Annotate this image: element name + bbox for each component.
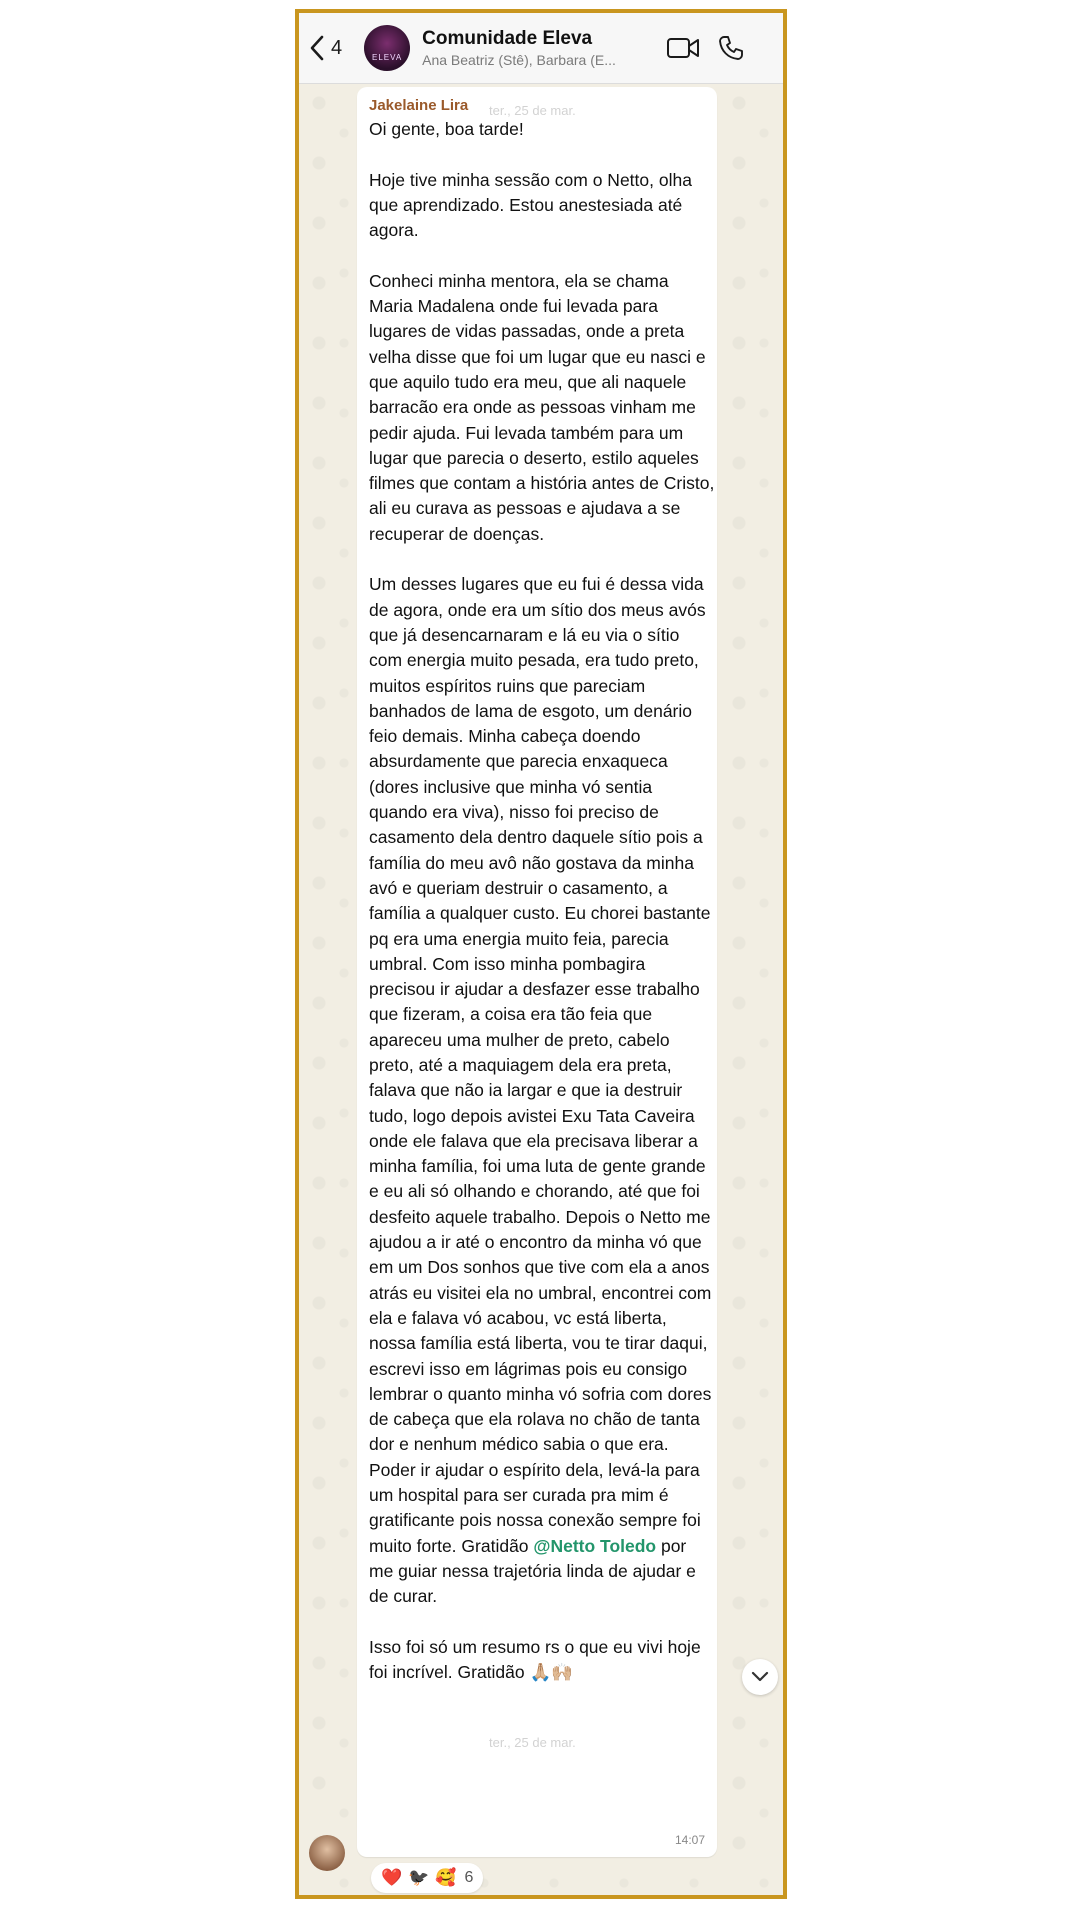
group-title: Comunidade Eleva xyxy=(422,28,593,49)
heart-reaction: ❤️ xyxy=(381,1868,403,1887)
sender-avatar[interactable] xyxy=(309,1835,345,1871)
reactions-bar[interactable] xyxy=(371,1863,483,1893)
gratitude-suffix: por me guiar nessa trajetória linda de ajudar e de curar. xyxy=(369,1535,696,1607)
gratitude-prefix: Gratidão xyxy=(461,1535,534,1556)
chat-header xyxy=(299,13,783,84)
message-paragraph: Hoje tive minha sessão com o Netto, olha que aprendizado. Estou anestesiada até agora. xyxy=(369,169,692,241)
reaction-count: 6 xyxy=(464,1869,474,1886)
video-call-button[interactable] xyxy=(666,36,700,60)
scrollbar-thumb[interactable] xyxy=(783,923,786,969)
group-avatar-text: ELEVA xyxy=(372,53,403,62)
group-info[interactable] xyxy=(422,28,654,68)
group-avatar[interactable] xyxy=(364,25,410,71)
message-bubble[interactable] xyxy=(357,87,717,1857)
video-camera-icon xyxy=(666,36,700,60)
voice-call-button[interactable] xyxy=(718,35,744,61)
scroll-to-bottom-button[interactable] xyxy=(742,1659,778,1695)
phone-frame xyxy=(295,9,787,1899)
unread-count: 4 xyxy=(331,36,343,59)
scrollbar-thumb[interactable] xyxy=(783,1779,786,1825)
bird-reaction: 🐦‍⬛ xyxy=(408,1868,430,1887)
message-paragraph: Oi gente, boa tarde! xyxy=(369,119,524,139)
phone-icon xyxy=(718,35,744,61)
message-paragraph: Conheci minha mentora, ela se chama Maria Madalena onde fui levada para lugares de vidas passadas, onde a preta velha disse que foi um lugar que eu nasci e que aquilo tudo era meu, que ali naquele barracão era onde as pessoas vinham me pedir ajuda. Fui levada também para um lugar que parecia o deserto, estilo aqueles filmes que contam a história antes de Cristo, ali eu curava as pessoas e ajudava a se recuperar de doenças. xyxy=(369,270,715,544)
message-time: 14:07 xyxy=(674,1833,705,1847)
date-chip-top: ter., 25 de mar. xyxy=(489,103,576,118)
date-chip-mid: ter., 25 de mar. xyxy=(489,1735,576,1750)
chevron-down-icon xyxy=(751,1671,769,1683)
chevron-left-icon xyxy=(309,35,325,61)
message-paragraph: Isso foi só um resumo rs o que eu vivi hoje foi incrível. Gratidão 🙏🏼🙌🏼 xyxy=(369,1636,701,1683)
message-text xyxy=(369,117,715,1685)
group-members: Ana Beatriz (Stê), Barbara (E... xyxy=(422,52,616,68)
scrollbar-thumb[interactable] xyxy=(783,125,786,171)
message-paragraph-body: Um desses lugares que eu fui é dessa vida de agora, onde era um sítio dos meus avós que já desencarnaram e lá eu via o sítio com energia muito pesada, era tudo preto, muitos espíritos ruins que pareciam banhados de lama de esgoto, um denário feio demais. Minha cabeça doendo absurdamente que parecia enxaqueca (dores inclusive que minha vó sentia quando era viva), nisso foi preciso de casamento dela dentro daquele sítio pois a família do meu avô não gostava da minha avó e queriam destruir o casamento, a família a qualquer custo. Eu chorei bastante pq era uma energia muito feia, parecia umbral. Com isso minha pombagira precisou ir ajudar a desfazer esse trabalho que fizeram, a coisa era tão feia que apareceu uma mulher de preto, cabelo preto, até a maquiagem dela era preta, falava que não ia largar e que ia destruir tudo, logo depois avistei Exu Tata Caveira onde ele falava que ela precisava liberar a minha família, foi uma luta de gente grande e eu ali só olhando e chorando, até que foi desfeito aquele trabalho. Depois o Netto me ajudou a ir até o encontro da minha vó que em um Dos sonhos que tive com ela a anos atrás eu visitei ela no umbral, encontrei com ela e falava vó acabou, vc está liberta, nossa família está liberta, vou te tirar daqui, escrevi isso em lágrimas pois eu consigo lembrar o quanto minha vó sofria com dores de cabeça que ela rolava no chão de tanta dor e nenhum médico sabia o que era. Poder ir ajudar o espírito dela, levá-la para um hospital para ser curada pra mim é gratificante pois nossa conexão sempre foi muito forte. xyxy=(369,574,712,1556)
message-sender[interactable]: Jakelaine Lira xyxy=(369,97,469,114)
smiling-hearts-reaction: 🥰 xyxy=(435,1868,457,1887)
mention-netto-toledo[interactable]: @Netto Toledo xyxy=(533,1535,657,1556)
message-paragraph-long xyxy=(369,572,715,1609)
back-button[interactable] xyxy=(309,35,342,61)
